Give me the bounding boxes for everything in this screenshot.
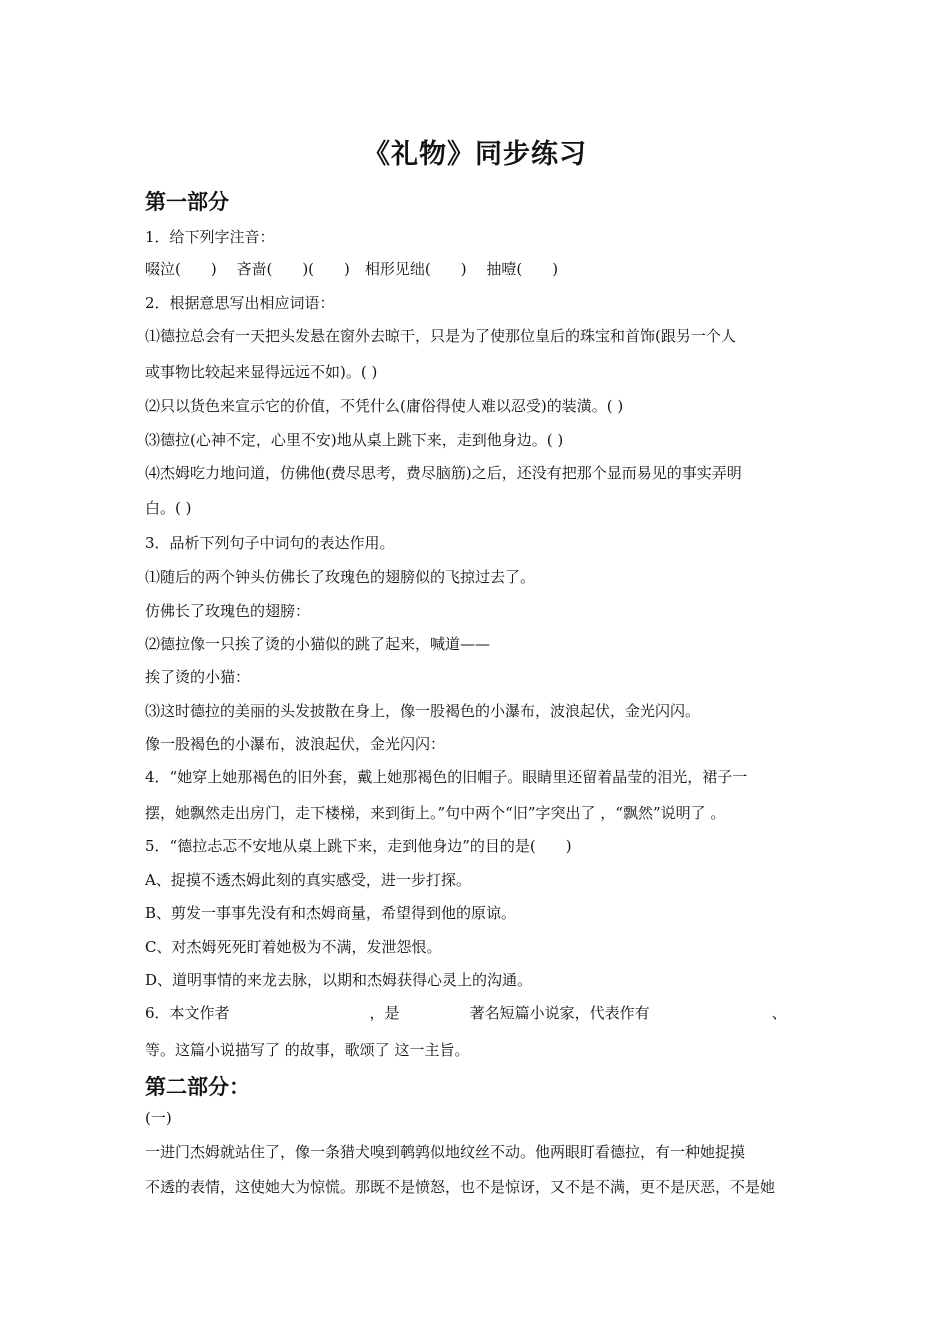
q3-sentence-2: ⑵德拉像一只挨了烫的小猫似的跳了起来，喊道—— bbox=[145, 635, 491, 653]
q3-sentence-1: ⑴随后的两个钟头仿佛长了玫瑰色的翅膀似的飞掠过去了。 bbox=[145, 568, 536, 586]
document-title: 《礼物》同步练习 bbox=[363, 139, 587, 170]
q5-option-a: A、捉摸不透杰姆此刻的真实感受，进一步打探。 bbox=[145, 871, 471, 889]
q3-sentence-3-focus: 像一股褐色的小瀑布，波浪起伏，金光闪闪： bbox=[145, 735, 446, 753]
q6-line-2: 等。这篇小说描写了 的故事，歌颂了 这一主旨。 bbox=[145, 1041, 470, 1059]
part2-heading: 第二部分： bbox=[145, 1075, 250, 1099]
passage-line-1: 一进门杰姆就站住了，像一条猎犬嗅到鹌鹑似地纹丝不动。他两眼盯看德拉，有一种她捉摸 bbox=[145, 1143, 746, 1161]
passage-line-2: 不透的表情，这使她大为惊慌。那既不是愤怒，也不是惊讶，又不是不满，更不是厌恶，不是她 bbox=[145, 1178, 776, 1196]
q5-option-d: D、道明事情的来龙去脉，以期和杰姆获得心灵上的沟通。 bbox=[145, 971, 533, 989]
part1-heading: 第一部分 bbox=[145, 190, 229, 214]
part2-section-label: (一) bbox=[145, 1109, 172, 1127]
q3-prompt: 3．品析下列句子中词句的表达作用。 bbox=[145, 534, 395, 552]
q3-sentence-3: ⑶这时德拉的美丽的头发披散在身上，像一股褐色的小瀑布，波浪起伏，金光闪闪。 bbox=[145, 702, 701, 720]
q6-is-label: ，是 bbox=[369, 1004, 400, 1022]
q2-sentence-1-line-2: 或事物比较起来显得远远不如)。( ) bbox=[145, 363, 378, 381]
q5-option-b: B、剪发一事事先没有和杰姆商量，希望得到他的原谅。 bbox=[145, 904, 517, 922]
q4-line-1: 4．“她穿上她那褐色的旧外套，戴上她那褐色的旧帽子。眼睛里还留着晶莹的泪光，裙子一 bbox=[145, 768, 748, 786]
q1-prompt: 1．给下列字注音： bbox=[145, 228, 275, 246]
q2-sentence-4-line-2: 白。( ) bbox=[145, 499, 192, 517]
q6-separator: 、 bbox=[771, 1004, 787, 1022]
q1-items: 啜泣( ) 吝啬( )( ) 相形见绌( ) 抽噎( ) bbox=[145, 260, 559, 278]
q2-sentence-1-line-1: ⑴德拉总会有一天把头发悬在窗外去晾干，只是为了使那位皇后的珠宝和首饰(跟另一个人 bbox=[145, 327, 736, 345]
q2-sentence-4-line-1: ⑷杰姆吃力地问道，仿佛他(费尽思考，费尽脑筋)之后，还没有把那个显而易见的事实弄明 bbox=[145, 464, 742, 482]
q5-option-c: C、对杰姆死死盯着她极为不满，发泄怨恨。 bbox=[145, 938, 442, 956]
q2-prompt: 2．根据意思写出相应词语： bbox=[145, 294, 335, 312]
q6-line-1 bbox=[145, 1003, 787, 1023]
q6-author-label: 6．本文作者 bbox=[145, 1004, 230, 1022]
q6-works-label: 著名短篇小说家，代表作有 bbox=[469, 1004, 650, 1022]
q3-sentence-2-focus: 挨了烫的小猫： bbox=[145, 668, 251, 686]
q2-sentence-2: ⑵只以货色来宣示它的价值，不凭什么(庸俗得使人难以忍受)的装潢。( ) bbox=[145, 397, 624, 415]
q2-sentence-3: ⑶德拉(心神不定，心里不安)地从桌上跳下来，走到他身边。( ) bbox=[145, 431, 564, 449]
q5-prompt: 5．“德拉忐忑不安地从桌上跳下来，走到他身边”的目的是( ) bbox=[145, 837, 572, 855]
q3-sentence-1-focus: 仿佛长了玫瑰色的翅膀： bbox=[145, 602, 311, 620]
q4-line-2: 摆，她飘然走出房门，走下楼梯，来到街上。”句中两个“旧”字突出了 ，“飘然”说明了 。 bbox=[145, 804, 726, 822]
